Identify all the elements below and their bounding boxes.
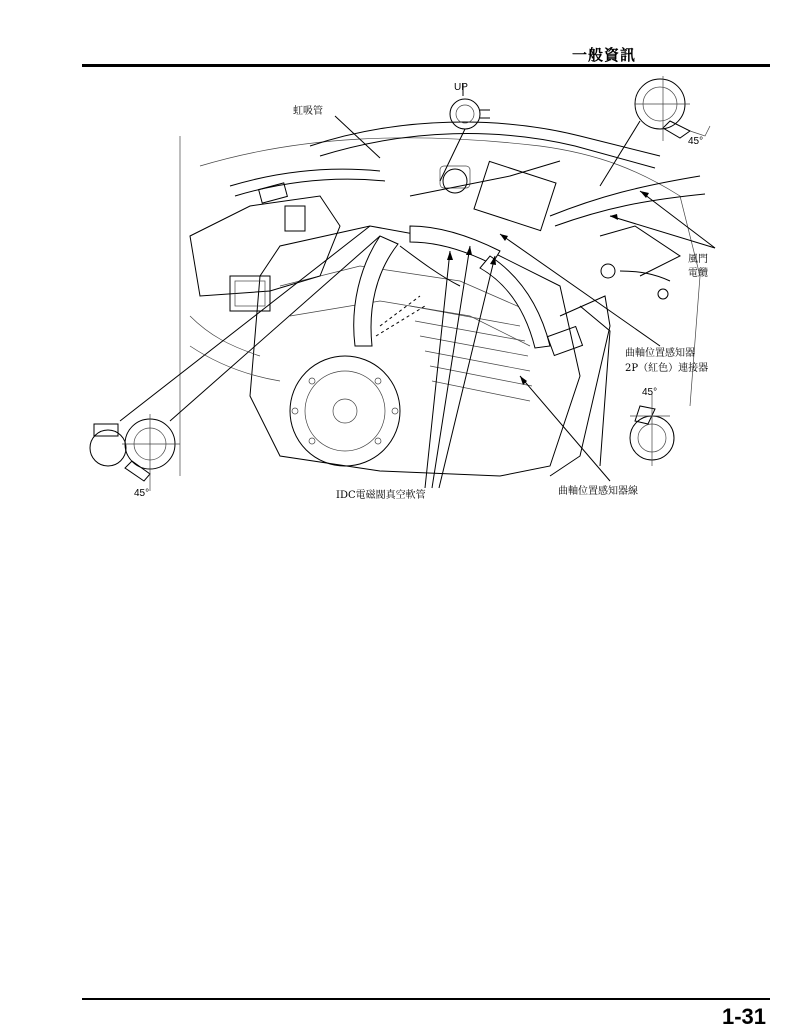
throttle-cable-label-1: 風門 bbox=[688, 254, 708, 265]
siphon-tube-label: 虹吸管 bbox=[293, 106, 323, 117]
engine-routing-diagram bbox=[80, 76, 720, 506]
ckp-connector-label-1: 曲軸位置感知器 bbox=[625, 348, 695, 359]
throttle-cable-label-2: 電纜 bbox=[688, 268, 708, 279]
ckp-connector-label-2: 2P（紅色）連接器 bbox=[625, 363, 709, 374]
angle-left-label: 45° bbox=[134, 488, 150, 499]
footer-rule bbox=[82, 998, 770, 1000]
section-title: 一般資訊 bbox=[571, 46, 636, 64]
angle-detail-right bbox=[630, 387, 674, 466]
idc-hose-label: IDC電磁閥真空軟管 bbox=[336, 490, 426, 501]
header-rule bbox=[82, 64, 770, 67]
throttle-cable-callout bbox=[610, 191, 715, 279]
angle-right-label: 45° bbox=[642, 387, 658, 398]
page-number: 1-31 bbox=[721, 1004, 766, 1029]
angle-top-right-label: 45° bbox=[688, 136, 704, 147]
ckp-wire-label: 曲軸位置感知器線 bbox=[558, 486, 638, 497]
angle-detail-top-right bbox=[600, 76, 710, 186]
ckp-wire-callout bbox=[520, 376, 638, 497]
up-label: UP bbox=[454, 82, 468, 93]
angle-detail-left bbox=[90, 226, 380, 499]
